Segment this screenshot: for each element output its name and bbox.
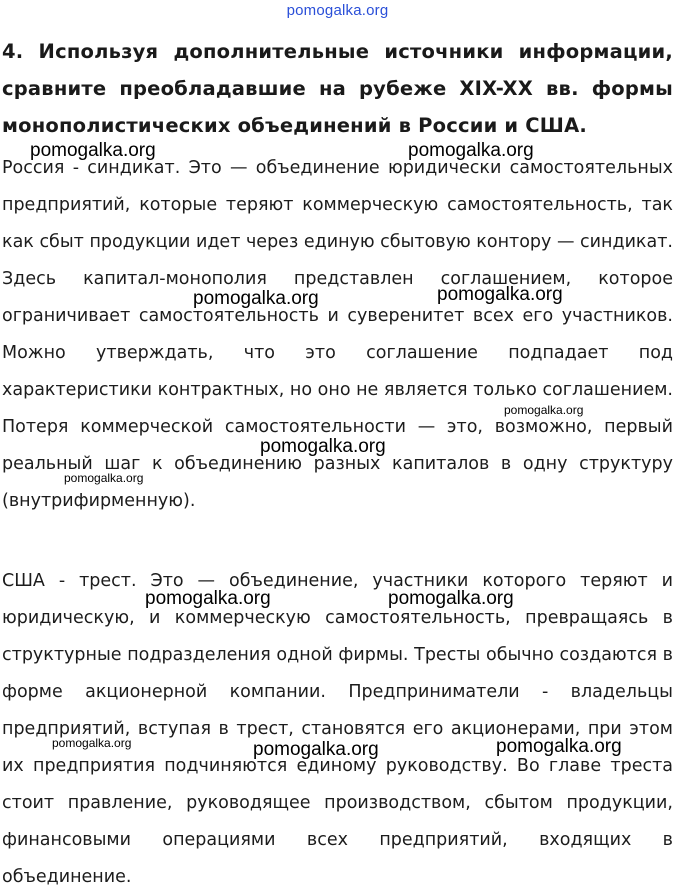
- watermark-stamp: pomogalka.org: [504, 403, 584, 417]
- task-title: 4. Используя дополнительные источники информации, сравните преобладавшие на рубеже XIX-XX вв. формы монополистических объединений в России и США.: [2, 40, 673, 137]
- watermark-stamp: pomogalka.org: [408, 140, 534, 161]
- watermark-stamp: pomogalka.org: [496, 736, 622, 757]
- watermark-stamp: pomogalka.org: [52, 736, 132, 750]
- watermark-stamp: pomogalka.org: [64, 471, 144, 485]
- watermark-stamp: pomogalka.org: [388, 588, 514, 609]
- paragraph-usa: США - трест. Это — объединение, участники которого теряют и юридическую, и коммерческую самостоятельность, превращаясь в структурные подразделения одной фирмы. Тресты обычно создаются в форме акционерной компании. Предприниматели - владельцы предприятий, вступая в трест, становятся его акционерами, при этом их предприятия подчиняются единому руководству. Во главе треста стоит правление, руководящее производством, сбытом продукции, финансовыми операциями всех предприятий, входящих в объединение.: [2, 571, 673, 887]
- watermark-stamp: pomogalka.org: [253, 739, 379, 760]
- watermark-stamp: pomogalka.org: [260, 436, 386, 457]
- watermark-stamp: pomogalka.org: [437, 284, 563, 305]
- watermark-stamp: pomogalka.org: [30, 140, 156, 161]
- site-watermark-header: pomogalka.org: [286, 2, 389, 19]
- watermark-stamp: pomogalka.org: [145, 588, 271, 609]
- watermark-stamp: pomogalka.org: [193, 288, 319, 309]
- paragraph-russia: Россия - синдикат. Это — объединение юридически самостоятельных предприятий, которые теряют коммерческую самостоятельность, так как сбыт продукции идет через единую сбытовую контору — синдикат. Здесь капитал-монополия представлен соглашением, которое ограничивает самостоятельность и суверенитет всех его участников. Можно утверждать, что это соглашение подпадает под характеристики контрактных, но оно не является только соглашением. Потеря коммерческой самостоятельности — это, возможно, первый реальный шаг к объединению разных капиталов в одну структуру (внутрифирменную).: [2, 158, 673, 511]
